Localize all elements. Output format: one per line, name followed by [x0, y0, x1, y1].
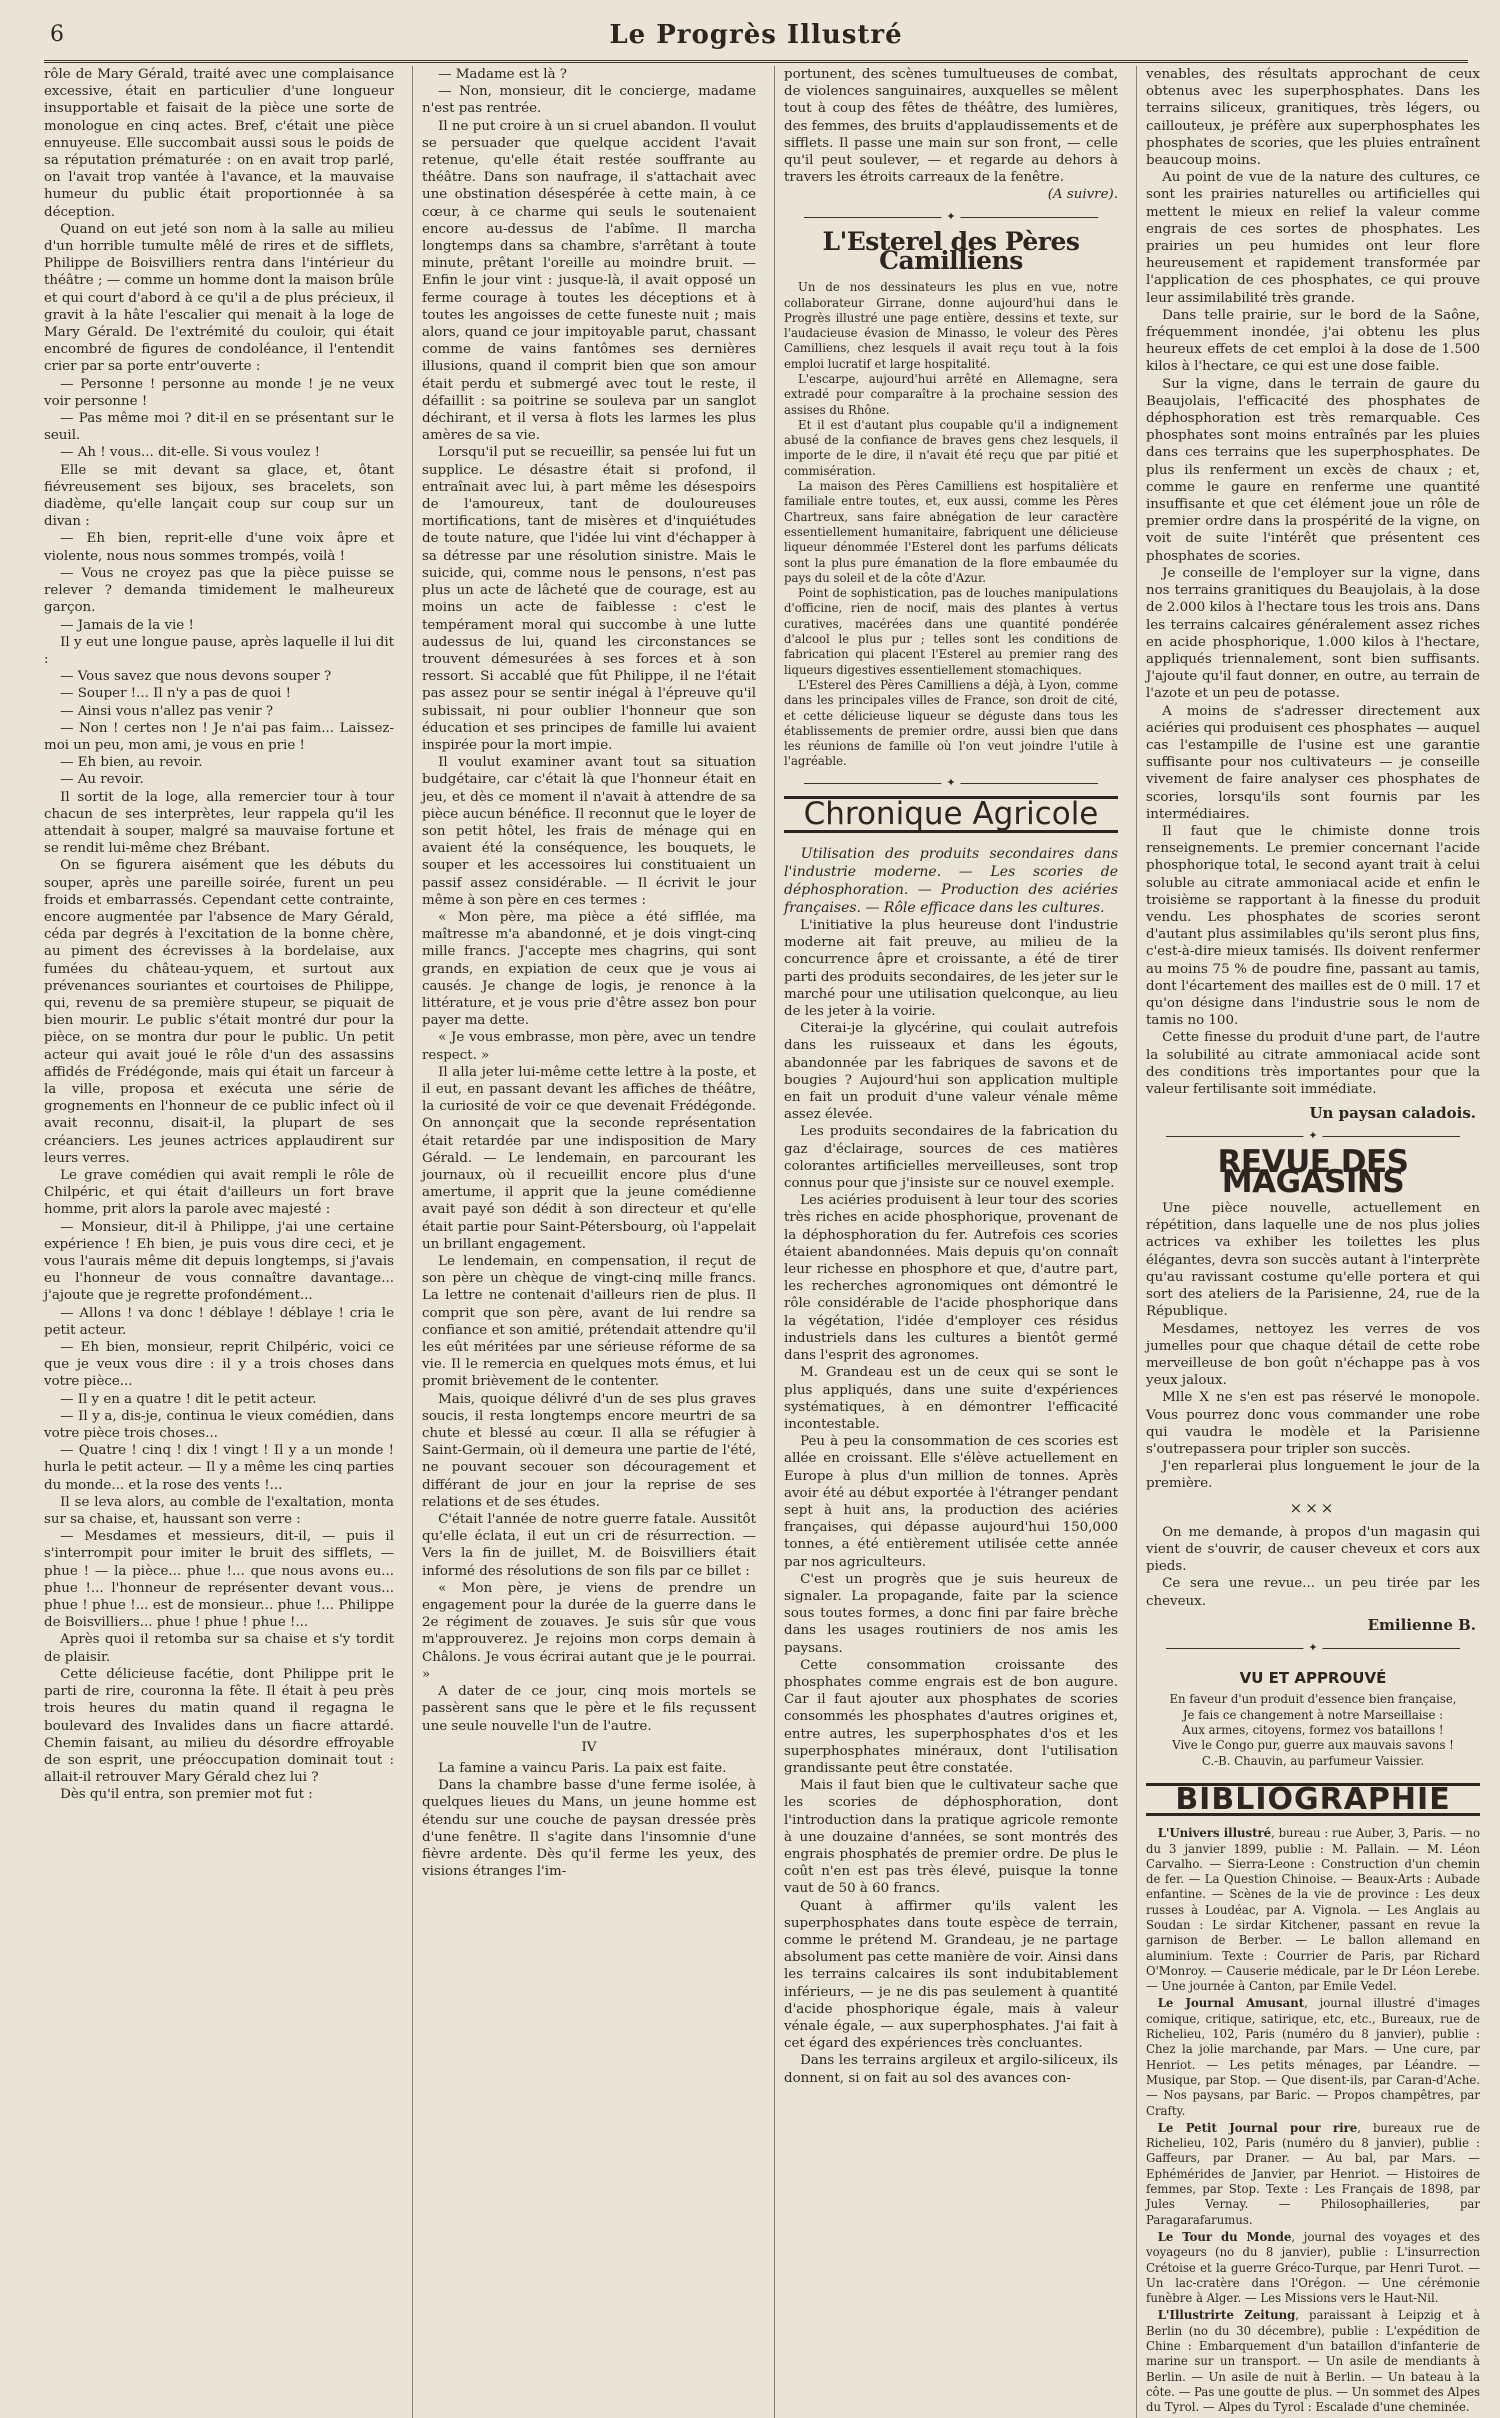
- paragraph: — Ah ! vous... dit-elle. Si vous voulez !: [60, 445, 320, 461]
- paragraph: Et il est d'autant plus coupable qu'il a indignement abusé de la confiance de braves gens chez lesquels, il importe de le dire, il n'avait été reçu que par pitié et commisération.: [784, 417, 1118, 478]
- paragraph: — Quatre ! cinq ! dix ! vingt ! Il y a un monde ! hurla le petit acteur. — Il y a même les cinq parties du monde... et la rose des vents !...: [44, 1443, 394, 1493]
- bibliography-entry: Le Petit Journal pour rire, bureaux rue de Richelieu, 102, Paris (numéro du 8 janvier), publie : Gaffeurs, par Draner. — Au bal, par Mars. — Ephémérides de Janvier, par Henriot. — Histoires de femmes, par Stop. Texte : Les Français de 1898, par Jules Vernay. — Philosophailleries, par Paragarafarumus.: [1146, 2120, 1480, 2227]
- revue-signature: Emilienne B.: [1367, 1615, 1476, 1634]
- section-separator: ✦: [784, 210, 1118, 224]
- column-3: [774, 66, 1118, 2418]
- publication-name: L'Univers illustré: [1157, 1826, 1272, 1841]
- verse-line: Vive le Congo pur, guerre aux mauvais savons !: [1172, 1738, 1454, 1753]
- paragraph: L'initiative la plus heureuse dont l'industrie moderne ait fait preuve, au milieu de la concurrence âpre et croissante, a été de tirer parti des produits secondaires, de les jeter sur le marché pour une utilisation quelconque, au lieu de les jeter à la voirie.: [784, 918, 1118, 1020]
- paragraph: C'était l'année de notre guerre fatale. Aussitôt qu'elle éclata, il eut un cri de résurrection. — Vers la fin de juillet, M. de Boisvilliers était informé des résolutions de son fils par ce billet :: [422, 1512, 756, 1579]
- publication-name: L'Illustrirte Zeitung: [1157, 2308, 1296, 2323]
- paragraph: L'Esterel des Pères Camilliens a déjà, à Lyon, comme dans les principales villes de France, son droit de cité, et cette délicieuse liqueur se déguste dans tous les établissements de premier ordre, aussi bien que dans les réunions de famille où l'on veut joindre l'utile à l'agréable.: [784, 677, 1118, 769]
- paragraph: Le grave comédien qui avait rempli le rôle de Chilpéric, et qui était d'ailleurs un fort brave homme, prit alors la parole avec majesté :: [44, 1168, 394, 1218]
- paragraph: Mais, quoique délivré d'un de ses plus graves soucis, il resta longtemps encore meurtri de sa chute et blessé au cœur. Il alla se réfugier à Saint-Germain, où il demeura une partie de l'été, ne pouvant secouer son découragement et différant de jour en jour la reprise de ses relations et de ses études.: [422, 1391, 756, 1510]
- paragraph: Le lendemain, en compensation, il reçut de son père un chèque de vingt-cinq mille francs. La lettre ne contenait d'ailleurs rien de plus. Il comprit que son père, avant de lui rendre sa confiance et son amitié, prétendait attendre qu'il les eût méritées par une sérieuse réforme de sa vie. Il le remercia en quelques mots émus, et lui promit brièvement de le contenter.: [422, 1254, 756, 1390]
- paragraph: L'escarpe, aujourd'hui arrêté en Allemagne, sera extradé pour comparaître à la prochaine session des assises du Rhône.: [784, 372, 1118, 417]
- chronique-article-part1: [784, 917, 1118, 2087]
- chronique-signature: Un paysan caladois.: [1309, 1104, 1476, 1123]
- paragraph: On me demande, à propos d'un magasin qui vient de s'ouvrir, de causer cheveux et cors aux pieds.: [1146, 1524, 1480, 1575]
- paragraph: M. Grandeau est un de ceux qui se sont le plus appliqués, dans une suite d'expériences systématiques, à en démontrer l'efficacité incontestable.: [784, 1365, 1118, 1432]
- paragraph: Il sortit de la loge, alla remercier tour à tour chacun de ses interprètes, leur rappela qu'il les attendait à souper, malgré sa mauvaise fortune et se rendit lui-même chez Brébant.: [44, 789, 394, 857]
- paragraph: Cette délicieuse facétie, dont Philippe prit le parti de rire, couronna la fête. Il était à peu près trois heures du matin quand il regagna le boulevard des Invalides dans un fiacre attardé. Chemin faisant, au milieu du désordre effroyable de son esprit, une préoccupation dominait tout : allait-il retrouver Mary Gérald chez lui ?: [44, 1666, 394, 1786]
- paragraph: Je conseille de l'employer sur la vigne, dans nos terrains granitiques du Beaujolais, à la dose de 2.000 kilos à l'hectare tous les trois ans. Dans les terrains calcaires généralement assez riches en acide phosphorique, 1.000 kilos à l'hectare, appliqués triennalement, sont bien suffisants. J'ajoute qu'il faut donner, en outre, au terrain de l'azote et un peu de potasse.: [1146, 565, 1480, 702]
- paragraph: Dans les terrains argileux et argilo-siliceux, ils donnent, si on fait au sol des avances con-: [784, 2053, 1118, 2086]
- paragraph: — Au revoir.: [60, 772, 144, 788]
- paragraph: Il alla jeter lui-même cette lettre à la poste, et il eut, en passant devant les affiches de théâtre, la curiosité de voir ce que devenait Frédégonde. On annonçait que la seconde représentation était retardée par une indisposition de Mary Gérald. — Le lendemain, en parcourant les journaux, où il recueillit encore plus d'une amertume, il apprit que la jeune comédienne avait payé son dédit à son directeur et qu'elle était partie pour Saint-Pétersbourg, où l'appelait un brillant engagement.: [422, 1064, 756, 1252]
- paragraph: rôle de Mary Gérald, traité avec une complaisance excessive, était en particulier d'une longueur insupportable et faisait de la pièce une sorte de monologue en cinq actes. Bref, c'était une pièce ennuyeuse. Elle succombait aussi sous le poids de sa réputation prématurée : on en avait trop parlé, on l'avait trop vantée à l'avance, et la mauvaise humeur du public était proportionnée à sa déception.: [44, 67, 394, 220]
- to-be-continued: (A suivre).: [1047, 187, 1118, 203]
- bibliography-entry: Le Tour du Monde, journal des voyages et des voyageurs (no du 8 janvier), publie : L'insurrection Crétoise et la guerre Gréco-Turque, par Henri Turot. — Un lac-cratère dans l'Orégon. — Une cérémonie funèbre à Alger. — Les Missions vers le Haut-Nil.: [1146, 2229, 1480, 2306]
- paragraph: Dès qu'il entra, son premier mot fut :: [60, 1787, 313, 1803]
- paragraph: « Mon père, je viens de prendre un engagement pour la durée de la guerre dans le 2e régiment de zouaves. Je suis sûr que vous m'approuverez. Je rejoins mon corps demain à Châlons. Je vous écrirai autant que je le pourrai. »: [422, 1580, 756, 1682]
- biblio-title: BIBLIOGRAPHIE: [1146, 1783, 1480, 1816]
- paragraph: — Jamais de la vie !: [60, 617, 194, 633]
- paragraph: Quant à affirmer qu'ils valent les superphosphates dans toute espèce de terrain, comme le prétend M. Grandeau, je ne partage absolument pas cette manière de voir. Ainsi dans les terrains calcaires ils sont indubitablement inférieurs, — je ne dis pas seulement à quantité d'acide phosphorique égale, mais à valeur vénale égale, — aux superphosphates. J'ai fait à cet égard des expériences très concluantes.: [784, 1898, 1118, 2052]
- paragraph: Au point de vue de la nature des cultures, ce sont les prairies naturelles ou artificielles qui mettent le mieux en relief la valeur comme engrais de ces sortes de phosphates. Les prairies un peu humides ont leur flore heureusement et rapidement transformée par l'application de ces phosphates, ce qui prouve leur assimilabilité très grande.: [1146, 170, 1480, 306]
- column-2-serial: [412, 66, 756, 2418]
- paragraph: — Ainsi vous n'allez pas venir ?: [60, 703, 274, 719]
- paragraph: — Personne ! personne au monde ! je ne veux voir personne !: [44, 376, 394, 409]
- column-1-serial: [44, 66, 394, 2418]
- article-columns: [44, 66, 1481, 2415]
- revue-title: REVUE DES MAGASINS: [1217, 1144, 1409, 1200]
- paragraph: — Vous savez que nous devons souper ?: [60, 669, 332, 685]
- publication-name: Le Petit Journal pour rire: [1157, 2120, 1358, 2135]
- verse-line: Aux armes, citoyens, formez vos bataillons !: [1182, 1723, 1444, 1738]
- verse-line: C.-B. Chauvin, au parfumeur Vaissier.: [1201, 1753, 1425, 1768]
- verse-line: Je fais ce changement à notre Marseillaise :: [1182, 1707, 1444, 1722]
- paragraph: « Mon père, ma pièce a été sifflée, ma maîtresse m'a abandonné, et je dois vingt-cinq mille francs. J'accepte mes chagrins, qui sont grands, en expiation de ceux que je vous ai causés. Je change de logis, je renonce à la littérature, et je vous prie d'être assez bon pour payer ma dette.: [422, 909, 756, 1029]
- paragraph: — Eh bien, monsieur, reprit Chilpéric, voici ce que je veux vous dire : il y a trois choses dans votre pièce...: [44, 1340, 394, 1390]
- journal-title: Le Progrès Illustré: [609, 20, 903, 50]
- serial-ending: portunent, des scènes tumultueuses de combat, de violences sanguinaires, auxquelles se mêlent tout à coup des fêtes de théâtre, des lumières, des femmes, des bruits d'applaudissements et de sifflets. Il passe une main sur son front, — celle qu'il peut soulever, — et regarde au dehors à travers les étroits carreaux de la fenêtre.: [784, 67, 1118, 186]
- paragraph: Ce sera une revue... un peu tirée par les cheveux.: [1146, 1576, 1480, 1609]
- paragraph: Il se leva alors, au comble de l'exaltation, monta sur sa chaise, et, haussant son verre :: [44, 1494, 394, 1528]
- paragraph: Point de sophistication, pas de louches manipulations d'officine, rien de nocif, mais des plantes à vertus curatives, macérées dans une quantité pondérée d'alcool le plus pur ; telles sont les conditions de fabrication qui placent l'Esterel au premier rang des liqueurs digestives essentiellement stomachiques.: [784, 586, 1118, 677]
- paragraph: Après quoi il retomba sur sa chaise et s'y tordit de plaisir.: [44, 1632, 394, 1665]
- paragraph: Elle se mit devant sa glace, et, ôtant fiévreusement ses bijoux, ses bracelets, son diadème, qu'elle lançait coup sur coup sur un divan :: [44, 462, 394, 530]
- section-separator: ✦: [1146, 1641, 1480, 1655]
- revue-article: [1146, 1200, 1480, 1492]
- publication-name: Le Journal Amusant: [1157, 1996, 1305, 2011]
- paragraph: — Pas même moi ? dit-il en se présentant sur le seuil.: [44, 411, 394, 444]
- stars-divider: ×××: [1289, 1498, 1337, 1517]
- paragraph: — Madame est là ?: [438, 67, 567, 82]
- section-separator: ✦: [784, 776, 1118, 790]
- esterel-title: L'Esterel des Pères Camilliens: [822, 226, 1080, 275]
- paragraph: La famine a vaincu Paris. La paix est faite.: [438, 1760, 727, 1776]
- paragraph: Cette consommation croissante des phosphates comme engrais est de bon augure. Car il faut ajouter aux phosphates de scories consommés les phosphates d'autres origines et, entre autres, les superphosphates d'os et les superphosphates minéraux, dont l'utilisation grandissante peut être constatée.: [784, 1657, 1118, 1776]
- paragraph: C'est un progrès que je suis heureux de signaler. La propagande, faite par la science sous toutes formes, a donc fini par faire brèche dans les usages routiniers de nos amis les paysans.: [784, 1571, 1118, 1656]
- paragraph: Dans la chambre basse d'une ferme isolée, à quelques lieues du Mans, un jeune homme est étendu sur une couche de paysan dressée près d'une fenêtre. Il s'agite dans l'insomnie d'une fièvre ardente. Dès qu'il ferme les yeux, des visions étranges l'im-: [422, 1778, 756, 1880]
- paragraph: — Eh bien, reprit-elle d'une voix âpre et violente, nous nous sommes trompés, voilà !: [44, 531, 394, 564]
- chronique-subtitle: Utilisation des produits secondaires dans l'industrie moderne. — Les scories de déphosphoration. — Production des aciéries françaises. — Rôle efficace dans les cultures.: [784, 846, 1118, 917]
- bibliography-entry: L'Illustrirte Zeitung, paraissant à Leipzig et à Berlin (no du 30 décembre), publie : L'expédition de Chine : Embarquement d'un bataillon d'infanterie de marine sur un transport. — Un asile de mendiants à Berlin. — Un asile de nuit à Berlin. — Un bateau à la côte. — Pas une goutte de plus. — Un sommet des Alpes du Tyrol. — Alpes du Tyrol : Escalade d'une cheminée.: [1146, 2308, 1480, 2415]
- paragraph: Un de nos dessinateurs les plus en vue, notre collaborateur Girrane, donne aujourd'hui dans le Progrès illustré une page entière, dessins et texte, sur l'audacieuse évasion de Minasso, le voleur des Pères Camilliens, chez lesquels il avait reçu tout à la fois emploi lucratif et large hospitalité.: [784, 280, 1118, 371]
- paragraph: — Allons ! va donc ! déblaye ! déblaye ! cria le petit acteur.: [44, 1305, 394, 1338]
- paragraph: — Souper !... Il n'y a pas de quoi !: [60, 686, 291, 702]
- column-4: [1136, 66, 1480, 2418]
- chronique-article-part2: [1146, 66, 1480, 1098]
- paragraph: A dater de ce jour, cinq mois mortels se passèrent sans que le père et le fils reçussent une seule nouvelle l'un de l'autre.: [422, 1684, 756, 1734]
- bibliography-entry: L'Univers illustré, bureau : rue Auber, 3, Paris. — no du 3 janvier 1899, publie : M. Pallain. — M. Léon Carvalho. — Sierra-Leone : Construction d'un chemin de fer. — La Question Chinoise. — Beaux-Arts : Aubade enfantine. — Scènes de la vie de province : Les deux russes à Loudéac, par A. Vignola. — Les Anglais au Soudan : Le sirdar Kitchener, passant en revue la garnison de Berber. — Le ballon allemand en aluminium. Texte : Courrier de Paris, par Richard O'Monroy. — Causerie médicale, par le Dr Léon Lerebe. — Une journée à Canton, par Emile Vedel.: [1146, 1826, 1480, 1994]
- paragraph: Il ne put croire à un si cruel abandon. Il voulut se persuader que quelque accident l'avait retenue, qu'elle était restée souffrante au théâtre. Dans son naufrage, il s'attachait avec une obstination désespérée à cette main, à ce cœur, à ce charme qui seuls le soutenaient encore au-dessus de l'abîme. Il marcha longtemps dans sa chambre, s'arrêtant à toute minute, prêtant l'oreille au moindre bruit. — Enfin le jour vint : jusque-là, il avait opposé un ferme courage à toutes les déceptions et à toutes les angoisses de cette funeste nuit ; mais alors, quand ce jour impitoyable parut, chassant comme de vains fantômes ses dernières illusions, quand il comprit bien que son amour était perdu et submergé avec tout le reste, il défaillit : sa poitrine se souleva par un sanglot déchirant, et il versa à flots les larmes les plus amères de sa vie.: [422, 118, 756, 444]
- paragraph: — Monsieur, dit-il à Philippe, j'ai une certaine expérience ! Eh bien, je puis vous dire ceci, et je vous l'aurais même dit depuis longtemps, si j'avais eu l'honneur de vous connaître davantage... j'ajoute que je regrette profondément...: [44, 1219, 394, 1304]
- paragraph: Dans telle prairie, sur le bord de la Saône, fréquemment inondée, j'ai obtenu les plus heureux effets de cet emploi à la dose de 1.500 kilos à l'hectare, ce qui est une dose faible.: [1146, 307, 1480, 375]
- paragraph: Les aciéries produisent à leur tour des scories très riches en acide phosphorique, provenant de la déphosphoration du fer. Autrefois ces scories étaient abandonnées. Mais depuis qu'on connaît leur richesse en phosphore et que, d'autre part, les recherches agronomiques ont démontré le rôle considérable de l'acide phosphorique dans la végétation, l'idée d'employer ces résidus industriels dans les cultures a bientôt germé dans l'esprit des agronomes.: [784, 1193, 1118, 1364]
- paragraph: — Non, monsieur, dit le concierge, madame n'est pas rentrée.: [422, 84, 756, 117]
- bibliography-list: [1146, 1826, 1480, 2415]
- bibliography-entry: Le Journal Amusant, journal illustré d'images comique, critique, satirique, etc, etc., Bureaux, rue de Richelieu, 102, Paris (numéro du 8 janvier), publie : Chez la jolie marchande, par Mars. — Une cure, par Henriot. — Les petits ménages, par Léandre. — Musique, par Stop. — Que disent-ils, par Caran-d'Ache. — Nos paysans, par Baric. — Propos champêtres, par Crafty.: [1146, 1996, 1481, 2118]
- chapter-number: IV: [581, 1739, 597, 1755]
- paragraph: Il faut que le chimiste donne trois renseignements. Le premier concernant l'acide phosphorique total, le second ayant trait à celui soluble au citrate ammoniacal acide et enfin le troisième se rapportant à la finesse du produit vendu. Les phosphates de scories seront d'autant plus assimilables qu'ils seront plus fins, c'est-à-dire mieux tamisés. Ils doivent renfermer au moins 75 % de poudre fine, passant au tamis, dont l'écartement des mailles est de 0 mill. 17 et qu'on désigne dans l'industrie sous le nom de tamis no 100.: [1146, 823, 1480, 1029]
- paragraph: Il y eut une longue pause, après laquelle il lui dit :: [44, 634, 394, 667]
- section-separator: ✦: [1146, 1129, 1480, 1143]
- paragraph: Les produits secondaires de la fabrication du gaz d'éclairage, sources de ces matières colorantes artificielles merveilleuses, sont trop connus pour que j'insiste sur ce nouvel exemple.: [784, 1124, 1118, 1192]
- page-number: 6: [50, 22, 64, 47]
- paragraph: J'en reparlerai plus longuement le jour de la première.: [1146, 1459, 1480, 1492]
- paragraph: Lorsqu'il put se recueillir, sa pensée lui fut un supplice. Le désastre était si profond, il entraînait avec lui, à part même les désespoirs de l'amoureux, tant de douloureuses mortifications, tant de misères et d'inquiétudes de toute nature, que l'idée lui vint d'échapper à sa détresse par une résolution sinistre. Mais le suicide, qui, comme nous le pensons, n'est pas plus un acte de lâcheté que de courage, est au moins un acte de faiblesse : c'est le tempérament moral qui succombe à une lutte audessus de lui, quand les circonstances se trouvent démesurées à ses forces et à son ressort. Si accablé que fût Philippe, il ne l'était pas assez pour se sentir inégal à l'épreuve qu'il subissait, ni pour oublier l'honneur que son éducation et ses principes de famille lui avaient inspirée pour la mort impie.: [422, 445, 756, 753]
- revue-article-end: [1146, 1524, 1480, 1610]
- publication-name: Le Tour du Monde: [1157, 2229, 1292, 2244]
- esterel-article: [784, 280, 1118, 770]
- paragraph: On se figurera aisément que les débuts du souper, après une pareille soirée, furent un peu froids et embarrassés. Cependant cette contrainte, encore augmentée par l'absence de Mary Gérald, céda par degrés à l'excitation de la bonne chère, au piment des écrevisses à la bordelaise, aux fumées du château-yquem, et surtout aux prévenances souriantes et courtoises de Philippe, qui, revenu de sa première stupeur, se piquait de bien mourir. Le public s'était montré dur pour la pièce, on se montra dur pour le public. Un petit acteur qui avait joué le rôle d'un des assassins affidés de Frédégonde, mais qui était un farceur à la ville, proposa et exécuta une série de grognements en l'honneur de ce public infect où il avait reconnu, disait-il, la plupart de ses créanciers. Les jeunes actrices applaudirent sur leurs verres.: [44, 858, 394, 1166]
- chronique-title: Chronique Agricole: [784, 796, 1118, 833]
- masthead: [44, 20, 1468, 63]
- paragraph: — Mesdames et messieurs, dit-il, — puis il s'interrompit pour imiter le bruit des sifflets, — phue ! — la pièce... phue !... que nous avons eu... phue !... l'honneur de représenter devant vous... phue ! phue !... est de monsieur... phue !... Philippe de Boisvilliers... phue ! phue ! phue !...: [44, 1529, 394, 1631]
- paragraph: Cette finesse du produit d'une part, de l'autre la solubilité au citrate ammoniacal acide sont des conditions très importantes pour que la valeur fertilisante soit immédiate.: [1146, 1030, 1480, 1097]
- paragraph: — Il y a, dis-je, continua le vieux comédien, dans votre pièce trois choses...: [44, 1408, 394, 1442]
- paragraph: — Il y en a quatre ! dit le petit acteur.: [60, 1391, 317, 1407]
- vu-verse: [1146, 1692, 1480, 1768]
- paragraph: La maison des Pères Camilliens est hospitalière et familiale entre toutes, et, eux aussi, comme les Pères Chartreux, sans faire abnégation de leur caractère essentiellement humanitaire, fabriquent une délicieuse liqueur dénommée l'Esterel dont les parfums délicats sont la plus pure émanation de la flore embaumée du pays du soleil et de la côte d'Azur.: [784, 479, 1118, 585]
- paragraph: venables, des résultats approchant de ceux obtenus avec les superphosphates. Dans les terrains siliceux, granitiques, très légers, ou caillouteux, je préfère aux superphosphates les phosphates de scories, que les pluies entraînent beaucoup moins.: [1146, 67, 1480, 169]
- vu-title: VU ET APPROUVÉ: [1239, 1669, 1387, 1688]
- paragraph: Mais il faut bien que le cultivateur sache que les scories de déphosphoration, dont l'introduction dans la pratique agricole remonte à une douzaine d'années, se sont montrés des engrais phosphatés de premier ordre. De plus le coût n'en est pas très élevé, puisque la tonne vaut de 50 à 60 francs.: [784, 1778, 1118, 1897]
- paragraph: Citerai-je la glycérine, qui coulait autrefois dans les ruisseaux et dans les égouts, abandonnée par les fabriques de savons et de bougies ? Aujourd'hui son application multiple en fait un produit d'une valeur vénale même assez élevée.: [784, 1021, 1118, 1123]
- paragraph: — Vous ne croyez pas que la pièce puisse se relever ? demanda timidement le malheureux garçon.: [44, 565, 394, 616]
- paragraph: Mesdames, nettoyez les verres de vos jumelles pour que chaque détail de cette robe merveilleuse de bon goût n'échappe pas à vos yeux jaloux.: [1146, 1321, 1480, 1389]
- paragraph: Sur la vigne, dans le terrain de gaure du Beaujolais, l'efficacité des phosphates de déphosphoration est très remarquable. Ces phosphates sont moins entraînés par les pluies dans ces terrains que les superphosphates. De plus ils renferment un excès de chaux ; et, comme le gaure en renferme une quantité insuffisante et que cet élément joue un rôle de premier ordre dans la prospérité de la vigne, on voit de suite l'intérêt que présentent ces phosphates de scories.: [1146, 376, 1480, 564]
- paragraph: « Je vous embrasse, mon père, avec un tendre respect. »: [422, 1030, 756, 1063]
- paragraph: — Non ! certes non ! Je n'ai pas faim... Laissez-moi un peu, mon ami, je vous en prie !: [44, 720, 394, 753]
- paragraph: Peu à peu la consommation de ces scories est allée en croissant. Elle s'élève actuellement en Europe à plus d'un million de tonnes. Après avoir été au début exportée à l'étranger pendant sept à huit ans, la production des aciéries françaises, qui dépasse aujourd'hui 150,000 tonnes, a été entièrement utilisée cette année par nos agriculteurs.: [784, 1434, 1118, 1570]
- paragraph: A moins de s'adresser directement aux aciéries qui produisent ces phosphates — auquel cas l'estampille de l'usine est une garantie suffisante pour nos cultivateurs — je conseille vivement de faire analyser ces phosphates de scories, lorsqu'ils sont fournis par les intermédiaires.: [1146, 703, 1480, 822]
- paragraph: Une pièce nouvelle, actuellement en répétition, dans laquelle une de nos plus jolies actrices va exhiber les toilettes les plus élégantes, devra son succès autant à l'interprète qu'au ravissant costume qu'elle portera et qui sort des ateliers de la Parisienne, 24, rue de la République.: [1146, 1201, 1480, 1320]
- paragraph: — Eh bien, au revoir.: [60, 755, 203, 771]
- paragraph: Il voulut examiner avant tout sa situation budgétaire, car c'était là que l'honneur était en jeu, et dès ce moment il n'avait à attendre de sa pièce aucun bénéfice. Il reconnut que le loyer de son petit hôtel, les frais de ménage qui en avaient été la conséquence, les bouquets, le souper et les accessoires lui constituaient un passif assez considérable. — Il écrivit le jour même à son père en ces termes :: [422, 755, 756, 908]
- paragraph: Mlle X ne s'en est pas réservé le monopole. Vous pourrez donc vous commander une robe qui vaudra le modèle et la Parisienne s'outrepassera pour tripler son succès.: [1146, 1390, 1480, 1457]
- paragraph: Quand on eut jeté son nom à la salle au milieu d'un horrible tumulte mêlé de rires et de sifflets, Philippe de Boisvilliers rentra dans l'intérieur du théâtre ; — comme un homme dont la maison brûle et qui court d'abord à ce qu'il a de plus précieux, il gravit à la hâte l'escalier qui menait à la loge de Mary Gérald. De l'extrémité du couloir, qui était encombré de figures de condoléance, il l'entendit crier par sa porte entr'ouverte :: [44, 221, 394, 375]
- verse-line: En faveur d'un produit d'essence bien française,: [1169, 1692, 1457, 1707]
